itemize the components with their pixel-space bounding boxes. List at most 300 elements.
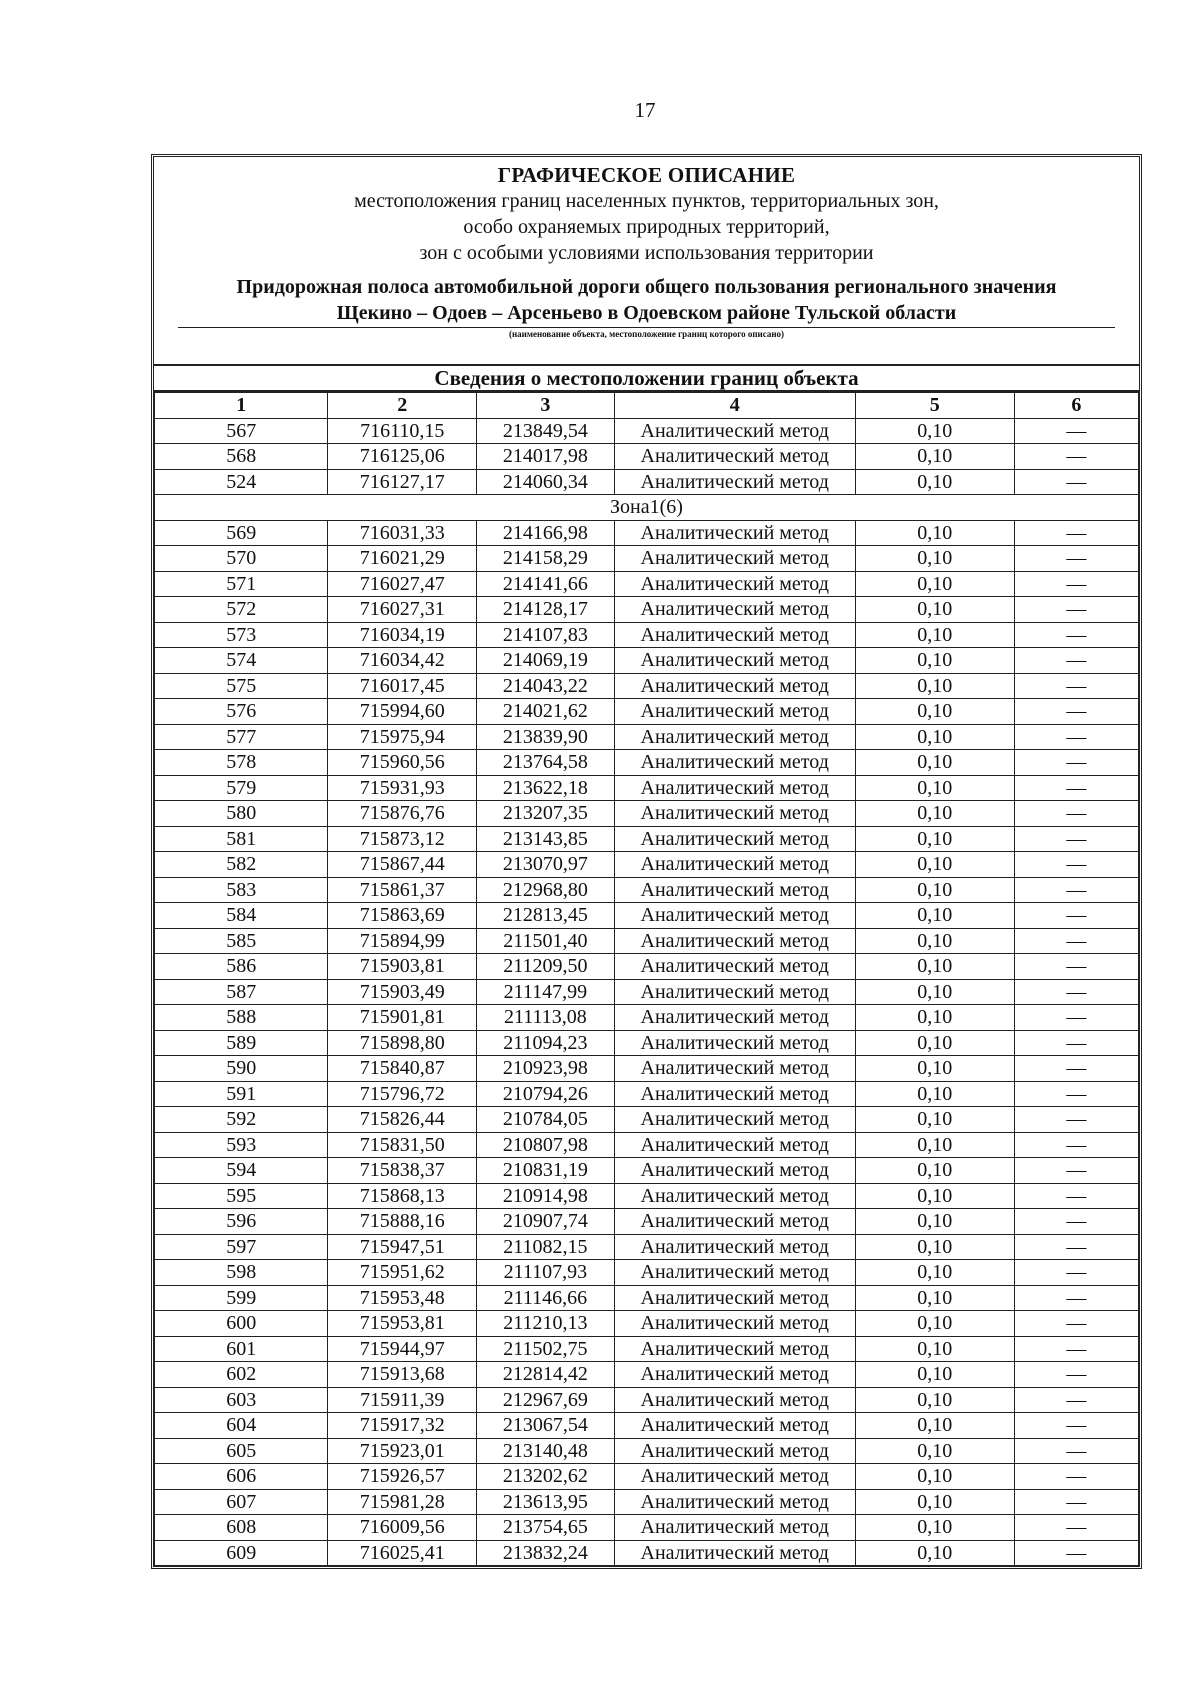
table-cell: 211147,99 [477, 979, 614, 1005]
zone-label: Зона1(6) [155, 495, 1139, 521]
table-row [155, 801, 1139, 827]
table-cell: 213202,62 [477, 1464, 614, 1490]
table-row [155, 1515, 1139, 1541]
table-cell: 0,10 [855, 928, 1014, 954]
table-row [155, 1209, 1139, 1235]
table-cell: — [1014, 852, 1138, 878]
table-cell: 214141,66 [477, 571, 614, 597]
table-cell: 715975,94 [328, 724, 477, 750]
table-cell: — [1014, 1540, 1138, 1566]
table-row [155, 877, 1139, 903]
table-cell: 0,10 [855, 1132, 1014, 1158]
table-cell: 592 [155, 1107, 328, 1133]
table-cell: 715960,56 [328, 750, 477, 776]
table-cell: Аналитический метод [614, 418, 855, 444]
table-cell: 211209,50 [477, 954, 614, 980]
table-cell: 585 [155, 928, 328, 954]
table-cell: 0,10 [855, 1107, 1014, 1133]
table-cell: 210794,26 [477, 1081, 614, 1107]
table-cell: 211502,75 [477, 1336, 614, 1362]
table-cell: 0,10 [855, 1081, 1014, 1107]
table-cell: 590 [155, 1056, 328, 1082]
table-cell: 213070,97 [477, 852, 614, 878]
table-cell: 715944,97 [328, 1336, 477, 1362]
table-cell: 716110,15 [328, 418, 477, 444]
table-cell: 213754,65 [477, 1515, 614, 1541]
table-row [155, 750, 1139, 776]
table-cell: 0,10 [855, 1285, 1014, 1311]
table-row [155, 903, 1139, 929]
table-cell: 603 [155, 1387, 328, 1413]
document-frame [151, 154, 1142, 1569]
table-cell: 0,10 [855, 1464, 1014, 1490]
table-cell: 715953,81 [328, 1311, 477, 1337]
table-cell: Аналитический метод [614, 928, 855, 954]
table-cell: 0,10 [855, 520, 1014, 546]
table-cell: — [1014, 1285, 1138, 1311]
table-cell: 0,10 [855, 1362, 1014, 1388]
table-row [155, 673, 1139, 699]
table-row [155, 571, 1139, 597]
table-cell: 0,10 [855, 444, 1014, 470]
table-cell: 0,10 [855, 597, 1014, 623]
table-cell: 0,10 [855, 979, 1014, 1005]
table-cell: 581 [155, 826, 328, 852]
table-cell: 715951,62 [328, 1260, 477, 1286]
table-cell: Аналитический метод [614, 979, 855, 1005]
table-cell: 605 [155, 1438, 328, 1464]
table-cell: Аналитический метод [614, 1464, 855, 1490]
table-cell: 715863,69 [328, 903, 477, 929]
table-cell: 599 [155, 1285, 328, 1311]
table-cell: 573 [155, 622, 328, 648]
column-header: 3 [477, 393, 614, 419]
table-cell: — [1014, 1311, 1138, 1337]
table-cell: Аналитический метод [614, 1056, 855, 1082]
table-cell: — [1014, 1336, 1138, 1362]
table-cell: — [1014, 673, 1138, 699]
table-cell: Аналитический метод [614, 1260, 855, 1286]
table-body-before-zone [155, 418, 1139, 495]
table-cell: 589 [155, 1030, 328, 1056]
table-cell: 578 [155, 750, 328, 776]
table-cell: Аналитический метод [614, 1183, 855, 1209]
table-cell: 601 [155, 1336, 328, 1362]
table-cell: — [1014, 699, 1138, 725]
zone-row [155, 495, 1139, 521]
table-cell: 588 [155, 1005, 328, 1031]
table-cell: 213140,48 [477, 1438, 614, 1464]
table-cell: 716017,45 [328, 673, 477, 699]
table-cell: 715831,50 [328, 1132, 477, 1158]
table-cell: 608 [155, 1515, 328, 1541]
table-cell: — [1014, 1107, 1138, 1133]
table-row [155, 1413, 1139, 1439]
table-cell: 595 [155, 1183, 328, 1209]
table-cell: — [1014, 1464, 1138, 1490]
table-cell: — [1014, 979, 1138, 1005]
table-cell: Аналитический метод [614, 1030, 855, 1056]
table-cell: Аналитический метод [614, 1438, 855, 1464]
table-row [155, 1056, 1139, 1082]
table-row [155, 1132, 1139, 1158]
table-cell: 213839,90 [477, 724, 614, 750]
table-row [155, 1489, 1139, 1515]
table-cell: 572 [155, 597, 328, 623]
table-row [155, 648, 1139, 674]
table-cell: 212968,80 [477, 877, 614, 903]
table-row [155, 1540, 1139, 1566]
table-cell: Аналитический метод [614, 1081, 855, 1107]
table-cell: — [1014, 1413, 1138, 1439]
table-cell: 570 [155, 546, 328, 572]
table-row [155, 1387, 1139, 1413]
table-cell: Аналитический метод [614, 1005, 855, 1031]
table-cell: 574 [155, 648, 328, 674]
table-cell: 716027,31 [328, 597, 477, 623]
table-cell: 0,10 [855, 1209, 1014, 1235]
table-cell: Аналитический метод [614, 673, 855, 699]
table-cell: 0,10 [855, 826, 1014, 852]
table-cell: 715981,28 [328, 1489, 477, 1515]
table-cell: 715923,01 [328, 1438, 477, 1464]
table-cell: 567 [155, 418, 328, 444]
table-row [155, 1285, 1139, 1311]
object-name-line: Щекино – Одоев – Арсеньево в Одоевском районе Тульской области [336, 302, 957, 324]
table-cell: Аналитический метод [614, 1311, 855, 1337]
column-header: 5 [855, 393, 1014, 419]
table-cell: 210923,98 [477, 1056, 614, 1082]
table-cell: Аналитический метод [614, 1413, 855, 1439]
table-row [155, 444, 1139, 470]
table-cell: 715911,39 [328, 1387, 477, 1413]
table-cell: 212967,69 [477, 1387, 614, 1413]
table-cell: 715994,60 [328, 699, 477, 725]
table-cell: 0,10 [855, 1158, 1014, 1184]
column-header: 1 [155, 393, 328, 419]
table-cell: — [1014, 1489, 1138, 1515]
table-cell: Аналитический метод [614, 801, 855, 827]
table-cell: 0,10 [855, 750, 1014, 776]
table-cell: — [1014, 1132, 1138, 1158]
table-row [155, 724, 1139, 750]
table-cell: 604 [155, 1413, 328, 1439]
table-cell: 715873,12 [328, 826, 477, 852]
boundary-table [154, 392, 1139, 1566]
table-cell: 715913,68 [328, 1362, 477, 1388]
table-cell: 0,10 [855, 1234, 1014, 1260]
table-cell: 0,10 [855, 852, 1014, 878]
table-cell: 524 [155, 469, 328, 495]
table-cell: 583 [155, 877, 328, 903]
table-cell: 580 [155, 801, 328, 827]
table-cell: Аналитический метод [614, 750, 855, 776]
table-cell: 0,10 [855, 1336, 1014, 1362]
subtitle-line: местоположения границ населенных пунктов, территориальных зон, [354, 190, 939, 212]
column-header: 6 [1014, 393, 1138, 419]
table-row [155, 775, 1139, 801]
table-cell: Аналитический метод [614, 826, 855, 852]
section-title: Сведения о местоположении границ объекта [154, 366, 1139, 392]
table-cell: 0,10 [855, 1260, 1014, 1286]
table-cell: — [1014, 750, 1138, 776]
document-header [154, 157, 1139, 366]
table-cell: — [1014, 724, 1138, 750]
table-cell: 211501,40 [477, 928, 614, 954]
table-cell: — [1014, 775, 1138, 801]
table-row [155, 1005, 1139, 1031]
table-cell: 715903,49 [328, 979, 477, 1005]
table-cell: 587 [155, 979, 328, 1005]
table-cell: 212814,42 [477, 1362, 614, 1388]
table-cell: 593 [155, 1132, 328, 1158]
table-row [155, 622, 1139, 648]
table-cell: Аналитический метод [614, 699, 855, 725]
table-row [155, 1311, 1139, 1337]
table-cell: 0,10 [855, 1489, 1014, 1515]
table-cell: 0,10 [855, 1311, 1014, 1337]
table-cell: 607 [155, 1489, 328, 1515]
table-cell: 716034,42 [328, 648, 477, 674]
table-cell: 716127,17 [328, 469, 477, 495]
table-cell: 568 [155, 444, 328, 470]
table-cell: 0,10 [855, 673, 1014, 699]
table-header-row [155, 393, 1139, 419]
table-cell: 0,10 [855, 954, 1014, 980]
table-cell: Аналитический метод [614, 469, 855, 495]
table-cell: Аналитический метод [614, 903, 855, 929]
table-cell: Аналитический метод [614, 877, 855, 903]
table-row [155, 1234, 1139, 1260]
table-cell: Аналитический метод [614, 1540, 855, 1566]
table-cell: — [1014, 877, 1138, 903]
table-cell: 715876,76 [328, 801, 477, 827]
table-cell: Аналитический метод [614, 1285, 855, 1311]
table-cell: 214043,22 [477, 673, 614, 699]
table-cell: — [1014, 469, 1138, 495]
table-cell: Аналитический метод [614, 724, 855, 750]
table-row [155, 469, 1139, 495]
table-cell: — [1014, 928, 1138, 954]
table-cell: Аналитический метод [614, 648, 855, 674]
table-cell: 715868,13 [328, 1183, 477, 1209]
table-cell: — [1014, 801, 1138, 827]
table-cell: 211210,13 [477, 1311, 614, 1337]
table-cell: 213622,18 [477, 775, 614, 801]
table-cell: 210914,98 [477, 1183, 614, 1209]
table-cell: 213764,58 [477, 750, 614, 776]
table-cell: 716021,29 [328, 546, 477, 572]
table-cell: 0,10 [855, 622, 1014, 648]
object-note: (наименование объекта, местоположение границ которого описано) [508, 329, 785, 339]
table-cell: 577 [155, 724, 328, 750]
document-title: ГРАФИЧЕСКОЕ ОПИСАНИЕ [497, 163, 796, 187]
table-cell: 213832,24 [477, 1540, 614, 1566]
table-cell: 213613,95 [477, 1489, 614, 1515]
table-cell: 211146,66 [477, 1285, 614, 1311]
table-cell: — [1014, 954, 1138, 980]
table-cell: — [1014, 1260, 1138, 1286]
table-row [155, 1081, 1139, 1107]
table-cell: 609 [155, 1540, 328, 1566]
table-row [155, 520, 1139, 546]
table-cell: 214128,17 [477, 597, 614, 623]
table-cell: Аналитический метод [614, 1107, 855, 1133]
table-cell: Аналитический метод [614, 546, 855, 572]
table-cell: 606 [155, 1464, 328, 1490]
table-row [155, 852, 1139, 878]
table-cell: — [1014, 1209, 1138, 1235]
table-cell: 715898,80 [328, 1030, 477, 1056]
table-cell: Аналитический метод [614, 1362, 855, 1388]
table-cell: — [1014, 546, 1138, 572]
table-cell: 0,10 [855, 1438, 1014, 1464]
table-cell: 211082,15 [477, 1234, 614, 1260]
table-cell: 214017,98 [477, 444, 614, 470]
table-cell: 0,10 [855, 801, 1014, 827]
table-cell: 0,10 [855, 469, 1014, 495]
table-cell: Аналитический метод [614, 1132, 855, 1158]
table-cell: 716034,19 [328, 622, 477, 648]
table-cell: 214107,83 [477, 622, 614, 648]
table-row [155, 1362, 1139, 1388]
table-cell: 715894,99 [328, 928, 477, 954]
table-row [155, 1107, 1139, 1133]
table-cell: 582 [155, 852, 328, 878]
table-cell: 715796,72 [328, 1081, 477, 1107]
table-cell: 569 [155, 520, 328, 546]
table-cell: 0,10 [855, 1540, 1014, 1566]
table-cell: — [1014, 1081, 1138, 1107]
table-row [155, 1438, 1139, 1464]
table-cell: 715826,44 [328, 1107, 477, 1133]
table-cell: 211107,93 [477, 1260, 614, 1286]
column-header: 4 [614, 393, 855, 419]
table-row [155, 979, 1139, 1005]
table-cell: Аналитический метод [614, 852, 855, 878]
table-cell: 716125,06 [328, 444, 477, 470]
subtitle-line: зон с особыми условиями использования территории [419, 242, 874, 264]
table-cell: 210807,98 [477, 1132, 614, 1158]
table-cell: 0,10 [855, 1183, 1014, 1209]
table-cell: — [1014, 1438, 1138, 1464]
table-cell: Аналитический метод [614, 622, 855, 648]
table-cell: — [1014, 571, 1138, 597]
table-cell: 213143,85 [477, 826, 614, 852]
table-cell: — [1014, 1515, 1138, 1541]
table-cell: 0,10 [855, 546, 1014, 572]
table-row [155, 597, 1139, 623]
table-cell: 715867,44 [328, 852, 477, 878]
table-row [155, 1464, 1139, 1490]
table-row [155, 418, 1139, 444]
table-row [155, 1260, 1139, 1286]
table-cell: 715903,81 [328, 954, 477, 980]
table-cell: — [1014, 418, 1138, 444]
page-number: 17 [634, 98, 656, 122]
table-cell: Аналитический метод [614, 775, 855, 801]
table-cell: — [1014, 444, 1138, 470]
table-cell: 212813,45 [477, 903, 614, 929]
table-cell: 715888,16 [328, 1209, 477, 1235]
table-cell: 210907,74 [477, 1209, 614, 1235]
table-cell: 0,10 [855, 877, 1014, 903]
table-cell: Аналитический метод [614, 1387, 855, 1413]
table-cell: — [1014, 622, 1138, 648]
table-cell: — [1014, 1234, 1138, 1260]
table-cell: — [1014, 1183, 1138, 1209]
subtitle-line: особо охраняемых природных территорий, [463, 216, 830, 238]
table-body-after-zone [155, 520, 1139, 1566]
table-cell: Аналитический метод [614, 1209, 855, 1235]
table-cell: 0,10 [855, 1515, 1014, 1541]
table-cell: 715917,32 [328, 1413, 477, 1439]
table-cell: 571 [155, 571, 328, 597]
table-cell: 211113,08 [477, 1005, 614, 1031]
table-cell: — [1014, 1158, 1138, 1184]
table-cell: 584 [155, 903, 328, 929]
table-cell: — [1014, 648, 1138, 674]
table-cell: 598 [155, 1260, 328, 1286]
table-cell: 715926,57 [328, 1464, 477, 1490]
table-cell: 0,10 [855, 1387, 1014, 1413]
table-cell: 716031,33 [328, 520, 477, 546]
table-cell: 594 [155, 1158, 328, 1184]
table-cell: — [1014, 520, 1138, 546]
table-cell: 210831,19 [477, 1158, 614, 1184]
table-cell: 716027,47 [328, 571, 477, 597]
table-cell: 715947,51 [328, 1234, 477, 1260]
table-cell: Аналитический метод [614, 1158, 855, 1184]
object-name-line: Придорожная полоса автомобильной дороги общего пользования регионального значения [236, 276, 1057, 298]
table-row [155, 826, 1139, 852]
table-cell: 575 [155, 673, 328, 699]
table-cell: 600 [155, 1311, 328, 1337]
table-cell: 715901,81 [328, 1005, 477, 1031]
table-cell: 213067,54 [477, 1413, 614, 1439]
table-cell: 597 [155, 1234, 328, 1260]
table-cell: 0,10 [855, 1056, 1014, 1082]
table-cell: Аналитический метод [614, 520, 855, 546]
table-cell: 0,10 [855, 418, 1014, 444]
table-cell: 214069,19 [477, 648, 614, 674]
table-cell: Аналитический метод [614, 1515, 855, 1541]
table-cell: 213207,35 [477, 801, 614, 827]
table-cell: 596 [155, 1209, 328, 1235]
table-cell: — [1014, 1005, 1138, 1031]
table-row [155, 1183, 1139, 1209]
table-cell: 0,10 [855, 775, 1014, 801]
table-cell: 211094,23 [477, 1030, 614, 1056]
table-cell: 715931,93 [328, 775, 477, 801]
table-cell: 0,10 [855, 1005, 1014, 1031]
table-cell: Аналитический метод [614, 954, 855, 980]
table-cell: Аналитический метод [614, 1234, 855, 1260]
table-cell: 0,10 [855, 1030, 1014, 1056]
table-cell: 0,10 [855, 571, 1014, 597]
table-cell: 0,10 [855, 724, 1014, 750]
table-row [155, 1336, 1139, 1362]
table-cell: 214021,62 [477, 699, 614, 725]
table-cell: 715838,37 [328, 1158, 477, 1184]
table-cell: 0,10 [855, 648, 1014, 674]
table-cell: 0,10 [855, 699, 1014, 725]
table-cell: — [1014, 826, 1138, 852]
table-cell: 715840,87 [328, 1056, 477, 1082]
table-cell: 576 [155, 699, 328, 725]
table-cell: 716009,56 [328, 1515, 477, 1541]
table-cell: Аналитический метод [614, 444, 855, 470]
